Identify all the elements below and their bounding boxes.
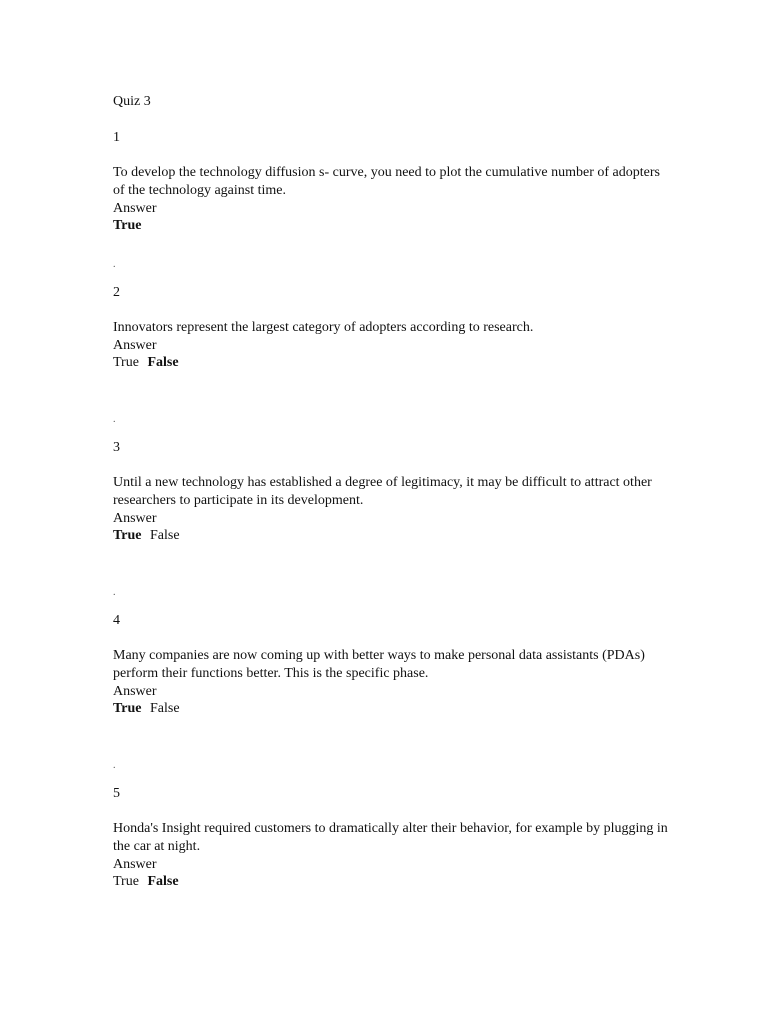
- choice-true: True: [113, 355, 139, 370]
- answer-choices: [113, 700, 673, 718]
- answer-label: Answer: [113, 338, 157, 353]
- question-separator: .: [113, 587, 116, 598]
- question-number: 3: [113, 440, 120, 455]
- choice-false: False: [150, 528, 180, 543]
- choice-true: True: [113, 701, 142, 716]
- question-separator: .: [113, 259, 116, 270]
- question-text: Honda's Insight required customers to dramatically alter their behavior, for example by plugging in the car at night.: [113, 821, 668, 854]
- question-number: 5: [113, 786, 120, 801]
- question-text: Many companies are now coming up with better ways to make personal data assistants (PDAs) perform their functions better. This is the specific phase.: [113, 648, 645, 681]
- question-1: [113, 128, 673, 235]
- question-number: 1: [113, 130, 120, 145]
- answer-label: Answer: [113, 511, 157, 526]
- answer-label: Answer: [113, 684, 157, 699]
- choice-false: False: [147, 355, 179, 370]
- choice-true: True: [113, 528, 142, 543]
- question-text: To develop the technology diffusion s- curve, you need to plot the cumulative number of adopters of the technology against time.: [113, 165, 660, 198]
- question-text: Innovators represent the largest category of adopters according to research.: [113, 320, 534, 335]
- answer-choices: [113, 217, 673, 235]
- question-5: [113, 784, 673, 891]
- answer-label: Answer: [113, 201, 157, 216]
- question-separator: .: [113, 414, 116, 425]
- answer-choices: [113, 354, 673, 372]
- choice-true: True: [113, 874, 139, 889]
- question-number: 2: [113, 285, 120, 300]
- question-text: Until a new technology has established a degree of legitimacy, it may be difficult to attract other researchers to participate in its development.: [113, 475, 652, 508]
- choice-true: True: [113, 218, 142, 233]
- choice-false: False: [150, 701, 180, 716]
- answer-label: Answer: [113, 857, 157, 872]
- question-separator: .: [113, 760, 116, 771]
- answer-choices: [113, 527, 673, 545]
- question-number: 4: [113, 613, 120, 628]
- question-2: [113, 283, 673, 372]
- choice-false: False: [147, 874, 179, 889]
- question-3: [113, 438, 673, 545]
- answer-choices: [113, 873, 673, 891]
- question-4: [113, 611, 673, 718]
- quiz-page: [113, 92, 673, 891]
- quiz-title: Quiz 3: [113, 94, 151, 109]
